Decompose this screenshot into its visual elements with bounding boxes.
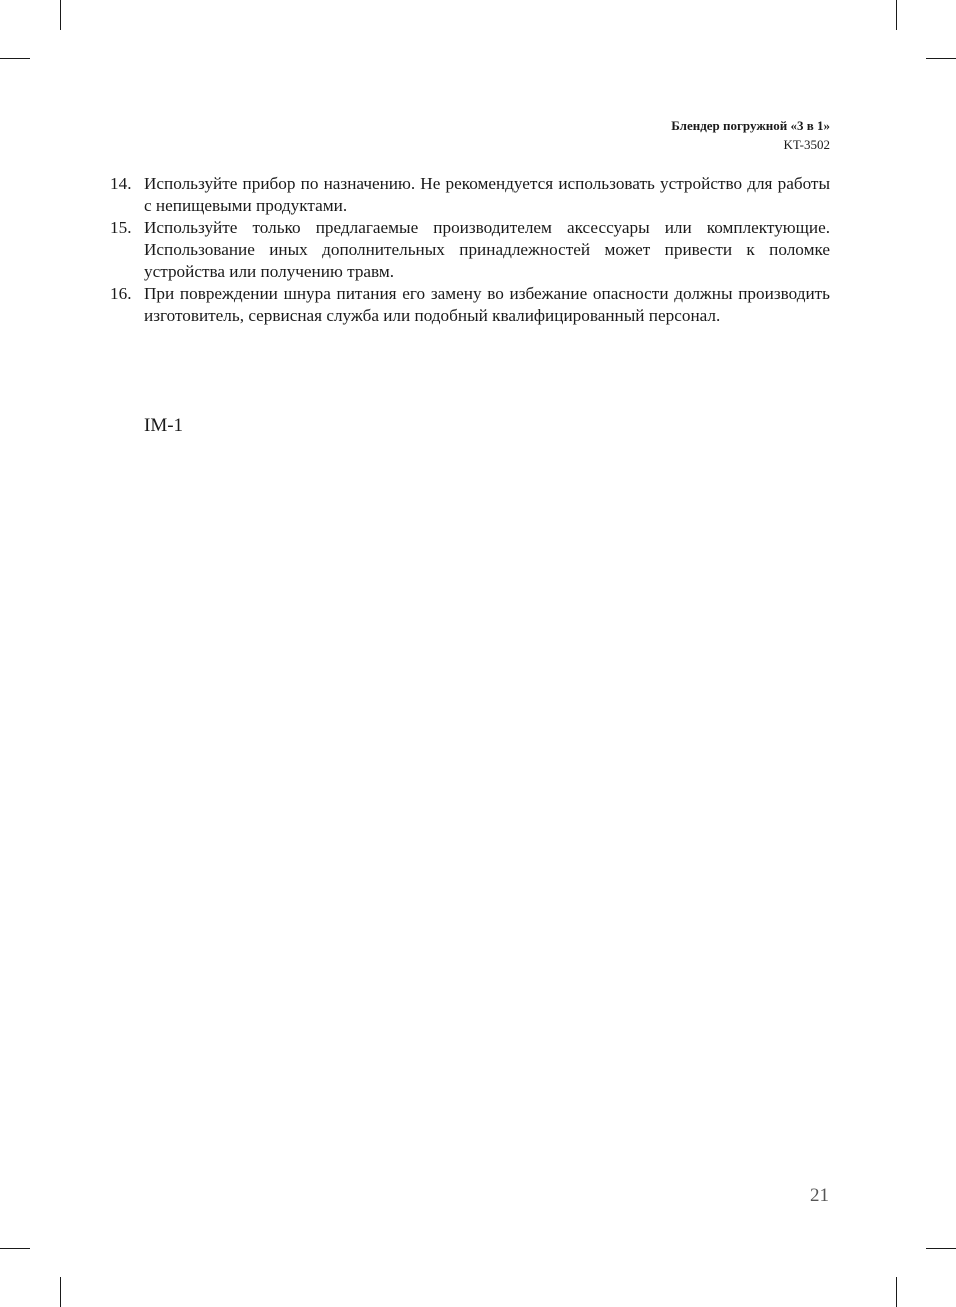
crop-mark-bottom-left-vertical	[60, 1277, 61, 1307]
crop-mark-bottom-right-horizontal	[926, 1248, 956, 1249]
header-model-number: KT-3502	[783, 137, 830, 152]
list-item-text: Используйте только предлагаемые производителем аксессуары или комплектующие. Использование иных дополнительных принадлежностей может привести к поломке устройства или получению травм.	[144, 218, 830, 281]
list-item-text: При повреждении шнура питания его замену во избежание опасности должны производить изготовитель, сервисная служба или подобный квалифицированный персонал.	[144, 284, 830, 325]
crop-mark-top-right-vertical	[896, 0, 897, 30]
list-item	[110, 217, 830, 283]
crop-mark-top-right-horizontal	[926, 58, 956, 59]
list-item	[110, 173, 830, 217]
instructions-list	[110, 173, 830, 327]
crop-mark-top-left-vertical	[60, 0, 61, 30]
list-item-number: 15.	[110, 218, 132, 237]
header-product-title: Блендер погружной «3 в 1»	[671, 118, 830, 133]
crop-mark-bottom-right-vertical	[896, 1277, 897, 1307]
document-code: IM-1	[144, 415, 184, 436]
crop-mark-top-left-horizontal	[0, 58, 30, 59]
list-item-number: 14.	[110, 174, 132, 193]
crop-mark-bottom-left-horizontal	[0, 1248, 30, 1249]
running-header	[671, 116, 830, 154]
list-item-number: 16.	[110, 284, 132, 303]
list-item	[110, 283, 830, 327]
list-item-text: Используйте прибор по назначению. Не рекомендуется использовать устройство для работы с непищевыми продуктами.	[144, 174, 830, 215]
page-number: 21	[810, 1185, 829, 1206]
